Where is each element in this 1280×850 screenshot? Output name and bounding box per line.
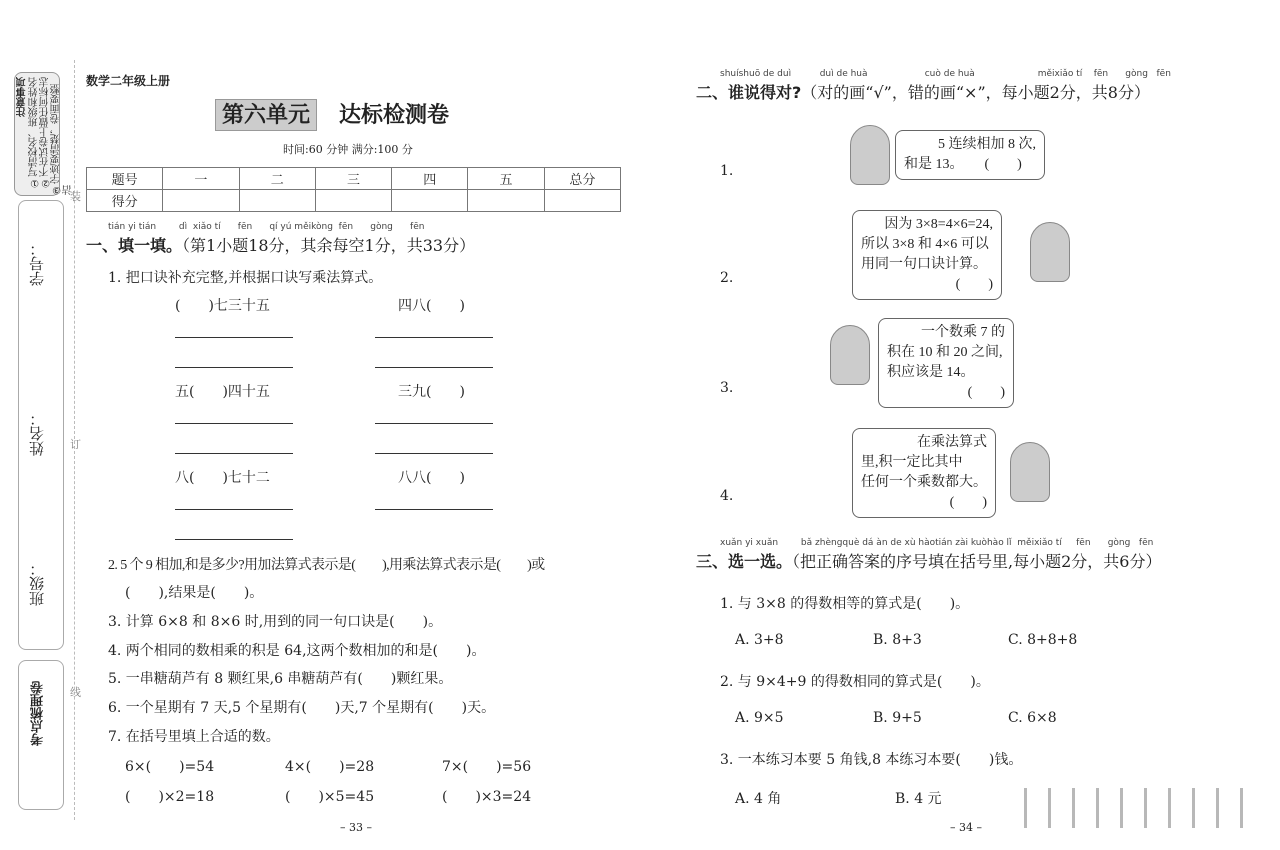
section3-heading	[696, 552, 1161, 572]
student-id-field[interactable]: 学号：	[28, 241, 46, 286]
girl-illustration	[1030, 222, 1070, 282]
item-number: 1.	[720, 163, 734, 179]
bubble-line[interactable]: ( )	[967, 385, 1005, 400]
section3-pinyin: xuǎn yi xuǎn bǎ zhèngquè dá àn de xù hàotián zài kuòhào lǐ měixiǎo tí fēn gòng fēn	[720, 538, 1154, 548]
answer-line[interactable]	[375, 509, 493, 510]
item-number: 3.	[720, 380, 734, 396]
answer-line[interactable]	[175, 367, 293, 368]
speech-bubble	[852, 428, 996, 518]
answer-line[interactable]	[375, 453, 493, 454]
rhyme: ( )七三十五	[175, 298, 270, 314]
section1-note: （第1小题18分，其余每空1分，共33分）	[182, 236, 476, 255]
score-cell[interactable]	[468, 190, 544, 212]
question: 1. 把口诀补充完整,并根据口诀写乘法算式。	[108, 270, 383, 286]
bubble-line: 积应该是 14。	[887, 365, 975, 380]
fill-item: ( )×5=45	[285, 789, 375, 805]
fill-item: 6×( )=54	[125, 759, 215, 775]
score-cell[interactable]	[163, 190, 239, 212]
boy-illustration	[850, 125, 890, 185]
exam-meta: 时间:60 分钟 满分:100 分	[283, 143, 413, 156]
section2-note: （对的画“√”，错的画“×”，每小题2分，共8分）	[801, 83, 1150, 102]
question: 7. 在括号里填上合适的数。	[108, 729, 280, 745]
note-2: ②不在试卷上做任何标志	[40, 77, 51, 188]
speech-bubble	[895, 130, 1045, 180]
binding-char: 线	[70, 686, 81, 699]
notes-box	[14, 72, 74, 196]
question-cont: ( ),结果是( )。	[125, 585, 264, 601]
question: 3. 计算 6×8 和 8×6 时,用到的同一句口诀是( )。	[108, 614, 443, 630]
answer-line[interactable]	[375, 423, 493, 424]
question: 6. 一个星期有 7 天,5 个星期有( )天,7 个星期有( )天。	[108, 700, 496, 716]
section1-title: 一、填一填。	[86, 236, 183, 255]
score-cell[interactable]	[239, 190, 315, 212]
rhyme: 五( )四十五	[175, 384, 270, 400]
score-header: 四	[392, 168, 468, 190]
answer-line[interactable]	[375, 337, 493, 338]
bubble-line: 任何一个乘数都大。	[861, 475, 987, 490]
option[interactable]: B. 4 元	[895, 791, 942, 807]
item-number: 4.	[720, 488, 734, 504]
score-header: 题号	[87, 168, 163, 190]
binding-char: 装	[70, 190, 81, 203]
page-number: – 34 –	[950, 821, 982, 834]
option[interactable]: A. 4 角	[735, 791, 782, 807]
score-header: 二	[239, 168, 315, 190]
note-1: ①写清校名、班级和姓名	[29, 77, 40, 188]
question: 1. 与 3×8 的得数相等的算式是( )。	[720, 596, 970, 612]
boy-waving-illustration	[1010, 442, 1050, 502]
section1-heading	[86, 236, 475, 256]
rhyme: 八八( )	[398, 470, 465, 486]
speech-bubble	[878, 318, 1014, 408]
score-header: 总分	[544, 168, 620, 190]
fill-item: ( )×3=24	[442, 789, 532, 805]
speech-bubble	[852, 210, 1002, 300]
score-cell[interactable]	[544, 190, 620, 212]
bubble-line: 里,积一定比其中	[861, 455, 963, 470]
class-field[interactable]: 班级：	[28, 561, 46, 606]
answer-line[interactable]	[375, 367, 493, 368]
option[interactable]: B. 8+3	[873, 632, 922, 648]
rhyme: 三九( )	[398, 384, 465, 400]
rhyme: 八( )七十二	[175, 470, 270, 486]
option[interactable]: A. 9×5	[735, 710, 784, 726]
question: 5. 一串糖葫芦有 8 颗红果,6 串糖葫芦有( )颗红果。	[108, 671, 453, 687]
option[interactable]: C. 8+8+8	[1008, 632, 1078, 648]
item-number: 2.	[720, 270, 734, 286]
answer-line[interactable]	[175, 539, 293, 540]
student-info-box	[18, 200, 64, 650]
bubble-line[interactable]: ( )	[955, 277, 993, 292]
score-cell[interactable]	[315, 190, 391, 212]
score-table	[86, 167, 621, 212]
page-number: – 33 –	[340, 821, 372, 834]
option[interactable]: C. 6×8	[1008, 710, 1057, 726]
option[interactable]: A. 3+8	[735, 632, 784, 648]
unit-title: 第六单元	[215, 99, 317, 131]
title-main: 达标检测卷	[339, 102, 450, 128]
fill-item: 7×( )=56	[442, 759, 532, 775]
bottom-label-box	[18, 660, 64, 810]
bubble-line: 积在 10 和 20 之间,	[887, 345, 1003, 360]
bubble-line: 一个数乘 7 的	[921, 325, 1005, 340]
note-3: ③字迹要清楚，卷面要整洁	[51, 84, 74, 195]
bubble-line: 用同一句口诀计算。	[861, 257, 987, 272]
rhyme: 四八( )	[398, 298, 465, 314]
section2-heading	[696, 83, 1150, 103]
page-title	[215, 98, 449, 129]
name-field[interactable]: 姓名：	[28, 411, 46, 456]
bubble-line[interactable]: ( )	[949, 495, 987, 510]
answer-line[interactable]	[175, 423, 293, 424]
question: 2. 5 个 9 相加,和是多少?用加法算式表示是( ),用乘法算式表示是( )或	[108, 558, 545, 573]
answer-line[interactable]	[175, 337, 293, 338]
score-row-label: 得分	[87, 190, 163, 212]
question: 2. 与 9×4+9 的得数相同的算式是( )。	[720, 674, 990, 690]
bubble-line: 在乘法算式	[917, 435, 987, 450]
answer-line[interactable]	[175, 509, 293, 510]
section2-pinyin: shuíshuō de duì duì de huà cuò de huà měixiǎo tí fēn gòng fēn	[720, 69, 1171, 79]
boy-with-glasses-illustration	[830, 325, 870, 385]
section2-title: 二、谁说得对?	[696, 83, 802, 102]
bubble-line[interactable]: 和是 13。 ( )	[904, 157, 1022, 172]
fill-item: ( )×2=18	[125, 789, 215, 805]
score-header: 三	[315, 168, 391, 190]
watermark-logo	[1010, 788, 1260, 828]
section1-pinyin: tián yi tián dì xiǎo tí fēn qí yú měikòng fēn gòng fēn	[108, 222, 425, 232]
bubble-line: 5 连续相加 8 次,	[938, 137, 1036, 152]
book-header: 数学二年级上册	[86, 74, 171, 88]
bottom-label: 考点梳理卷	[31, 681, 46, 746]
question: 4. 两个相同的数相乘的积是 64,这两个数相加的和是( )。	[108, 643, 486, 659]
score-header: 一	[163, 168, 239, 190]
bubble-line: 因为 3×8=4×6=24,	[884, 217, 993, 232]
bubble-line: 所以 3×8 和 4×6 可以	[861, 237, 989, 252]
question: 3. 一本练习本要 5 角钱,8 本练习本要( )钱。	[720, 752, 1023, 768]
binding-char: 订	[70, 438, 81, 451]
option[interactable]: B. 9+5	[873, 710, 922, 726]
score-cell[interactable]	[392, 190, 468, 212]
score-header: 五	[468, 168, 544, 190]
notes-title: 注意事项	[17, 77, 28, 117]
fill-item: 4×( )=28	[285, 759, 375, 775]
section3-note: （把正确答案的序号填在括号里,每小题2分，共6分）	[792, 552, 1162, 571]
answer-line[interactable]	[175, 453, 293, 454]
section3-title: 三、选一选。	[696, 552, 793, 571]
